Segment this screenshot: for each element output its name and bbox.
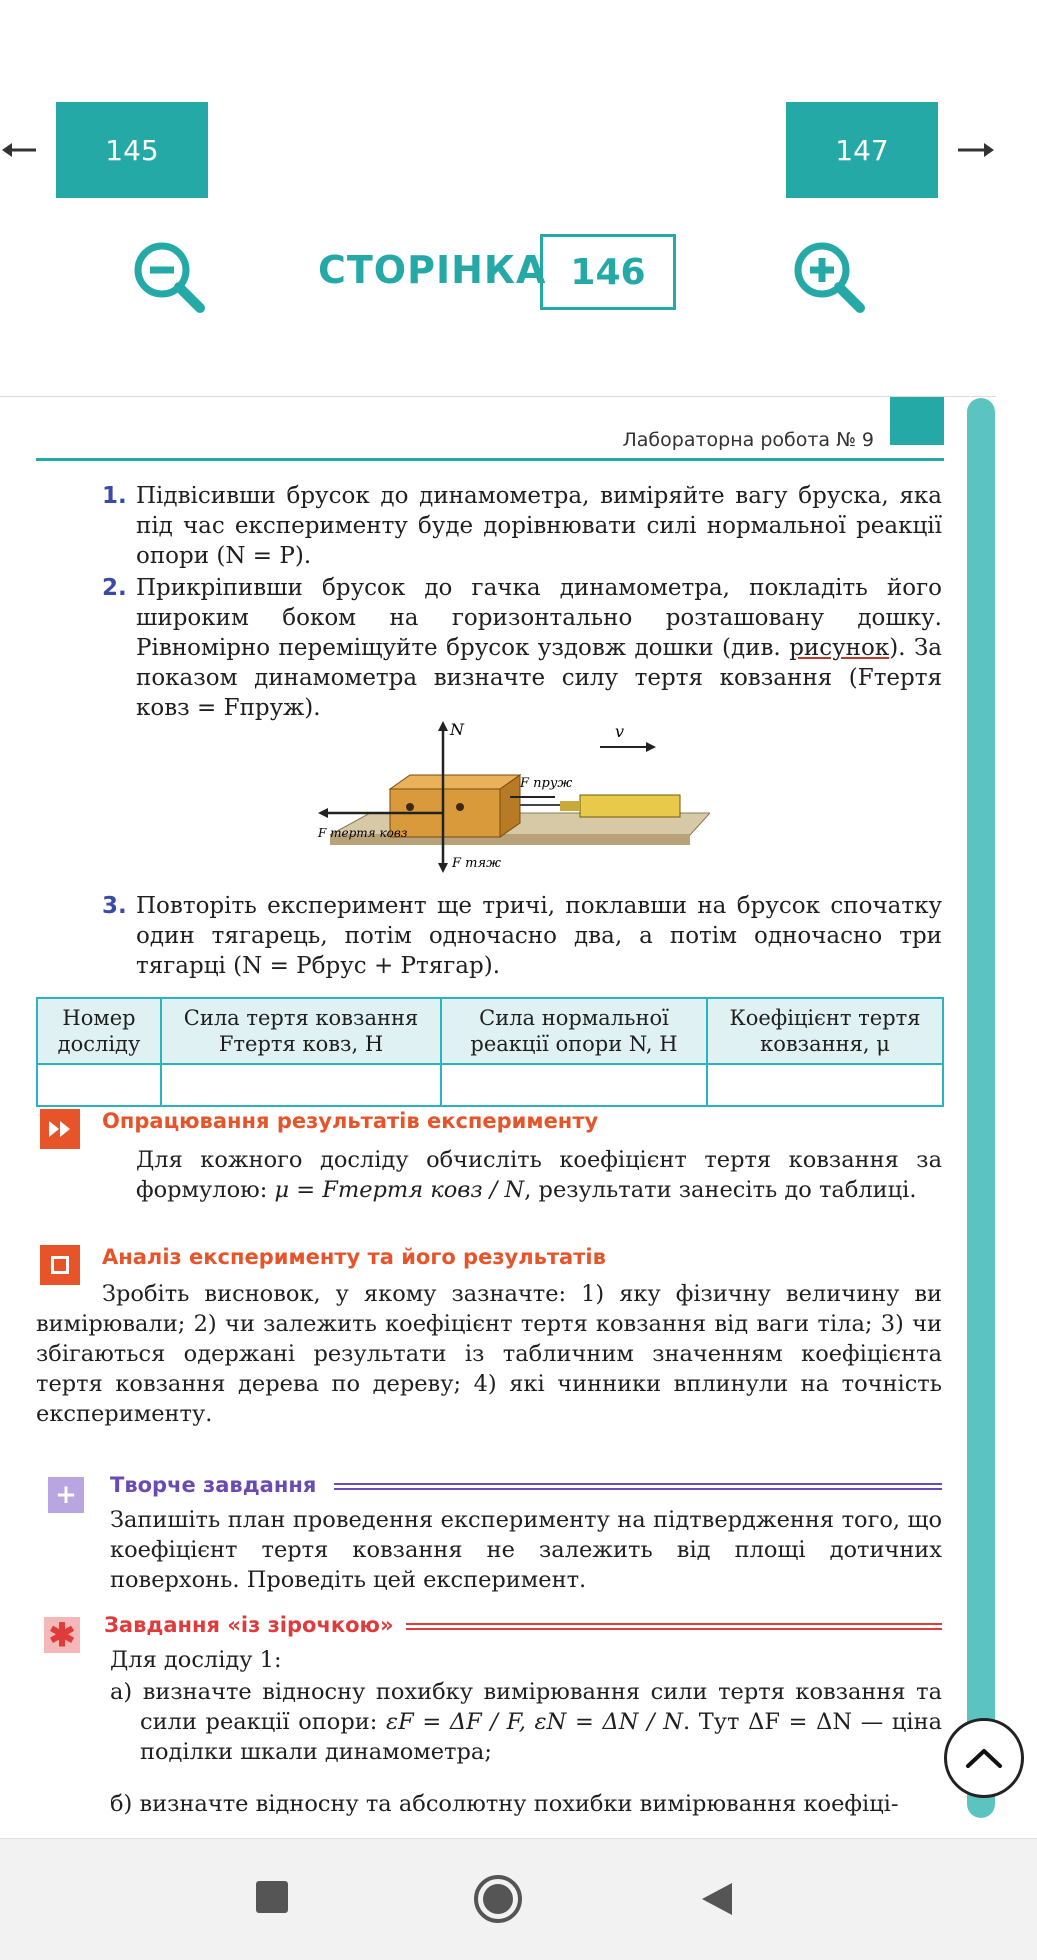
home-icon[interactable]	[474, 1875, 522, 1923]
table-header-row	[37, 998, 943, 1064]
lab-title: Лабораторна робота № 9	[622, 429, 874, 451]
table-header: Номер досліду	[37, 998, 161, 1064]
back-icon[interactable]	[700, 1881, 734, 1917]
analysis-title: Аналіз експерименту та його результатів	[102, 1245, 606, 1269]
star-intro: Для досліду 1:	[110, 1647, 282, 1673]
scrollbar[interactable]	[967, 398, 995, 1818]
results-table	[36, 997, 944, 1107]
experiment-figure	[310, 717, 710, 877]
zoom-in-icon[interactable]	[790, 238, 868, 316]
table-row	[37, 1064, 943, 1106]
next-page-button[interactable]: 147	[786, 102, 938, 198]
step-number: 2.	[102, 575, 127, 601]
table-header: Сила нормальної реакції опори N, Н	[441, 998, 707, 1064]
page-number-input[interactable]: 146	[540, 234, 676, 310]
next-arrow-icon[interactable]	[956, 128, 996, 172]
scroll-top-button[interactable]	[944, 1718, 1024, 1798]
step-3	[102, 891, 942, 983]
page-header	[36, 421, 944, 461]
chevron-up-icon	[964, 1746, 1004, 1770]
prev-arrow-icon[interactable]	[0, 128, 40, 172]
page-label: СТОРІНКА	[318, 248, 547, 292]
plus-icon: +	[48, 1477, 84, 1513]
step-number: 3.	[102, 893, 127, 919]
star-b: б) визначте відносну та абсолютну похибки вимірювання коефіці-	[110, 1791, 899, 1817]
figure-link[interactable]: рисунок	[789, 635, 890, 661]
star-a: а) визначте відносну похибку вимірювання сили тертя ковзання та сили реакції опори: εF = ΔF / F, εN = ΔN / N. Тут ΔF = ΔN — ціна поділки шкали динамометра;	[110, 1679, 942, 1765]
label-ftertia: F тертя ковз	[318, 826, 408, 840]
recents-icon[interactable]	[256, 1881, 288, 1913]
list-item	[102, 481, 942, 571]
asterisk-icon: ✱	[44, 1617, 80, 1653]
book-page	[0, 396, 996, 1818]
step-text: Прикріпивши брусок до гачка динамометра, покладіть його широким боком на горизонтально розташовану дошку. Рівномірно переміщуйте брусок уздовж дошки (див. рисунок). За показом динамометра визначте силу тертя ковзання (Fтертя ковз = Fпруж).	[136, 575, 943, 721]
zoom-out-icon[interactable]	[130, 238, 208, 316]
prev-page-button[interactable]: 145	[56, 102, 208, 198]
creative-title: Творче завдання	[110, 1473, 317, 1497]
analysis-text: Зробіть висновок, у якому зазначте: 1) яку фізичну величину ви вимірювали; 2) чи залежить коефіцієнт тертя ковзання від ваги тіла; 3) чи збігаються одержані результати із табличним значенням коефіцієнта тертя ковзання дерева по дереву; 4) які чинники вплинули на точність експерименту.	[36, 1281, 942, 1427]
star-title: Завдання «із зірочкою»	[104, 1613, 394, 1637]
step-text: Підвісивши брусок до динамометра, виміряйте вагу бруска, яка під час експерименту буде дорівнювати силі нормальної реакції опори (N = P).	[136, 483, 942, 569]
list-item	[102, 573, 942, 723]
star-title-line	[406, 1623, 942, 1630]
creative-title-line	[334, 1483, 942, 1490]
table-header: Коефіцієнт тертя ковзання, μ	[707, 998, 943, 1064]
step-number: 1.	[102, 483, 127, 509]
creative-text: Запишіть план проведення експерименту на підтвердження того, що коефіцієнт тертя ковзання не залежить від площі дотичних поверхонь. Проведіть цей експеримент.	[110, 1507, 942, 1593]
steps-list	[102, 481, 942, 725]
header-marker	[890, 397, 944, 445]
label-ftiazh: F тяж	[452, 856, 501, 871]
fast-forward-icon	[40, 1109, 80, 1149]
table-header: Сила тертя ковзання Fтертя ковз, Н	[161, 998, 441, 1064]
processing-title: Опрацювання результатів експерименту	[102, 1109, 599, 1133]
processing-text: Для кожного досліду обчисліть коефіцієнт тертя ковзання за формулою: μ = Fтертя ковз / N, результати занесіть до таблиці.	[136, 1147, 942, 1203]
label-v: v	[615, 722, 625, 741]
label-n: N	[450, 720, 464, 739]
step-text: Повторіть експеримент ще тричі, поклавши на брусок спочатку один тягарець, потім одночасно два, а потім одночасно три тягарці (N = Pбрус + Pтягар).	[136, 893, 942, 979]
system-navbar	[0, 1838, 1037, 1960]
list-item	[102, 891, 942, 981]
label-fpruzh: F пруж	[520, 776, 573, 791]
